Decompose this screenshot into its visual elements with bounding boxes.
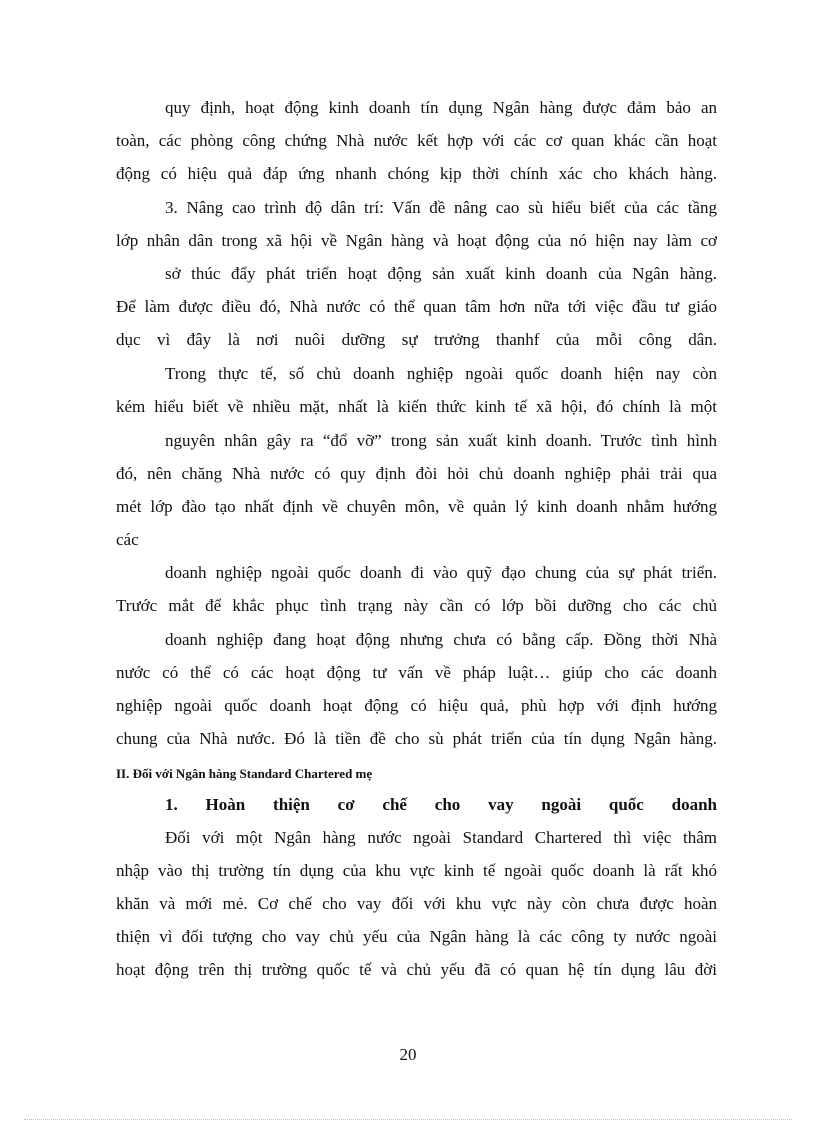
text-line: sở thúc đẩy phát triển hoạt động sản xuất kinh doanh của Ngân hàng. [165,264,717,283]
text-line: Trước mắt để khắc phục tình trạng này cần có lớp bồi dưỡng cho các chủ [116,596,717,615]
text-line: đó, nên chăng Nhà nước có quy định đòi hỏi chủ doanh nghiệp phải trải qua [116,464,717,483]
section-heading: II. Đối với Ngân hàng Standard Chartered mẹ [116,766,373,781]
text-line: quy định, hoạt động kinh doanh tín dụng Ngân hàng được đảm bảo an [165,98,717,117]
text-line: mét lớp đào tạo nhất định về chuyên môn, về quản lý kinh doanh nhằm hướng [116,497,717,516]
text-line: thiện vì đối tượng cho vay chủ yếu của Ngân hàng là các công ty nước ngoài [116,927,717,946]
text-line: Để làm được điều đó, Nhà nước có thể quan tâm hơn nữa tới việc đầu tư giáo [116,297,717,316]
text-line: doanh nghiệp ngoài quốc doanh đi vào quỹ đạo chung của sự phát triển. [165,563,717,582]
text-line: 3. Nâng cao trình độ dân trí: Vấn đề nâng cao sù hiểu biết của các tầng [165,198,717,217]
text-line: nghiệp ngoài quốc doanh hoạt động có hiệu quả, phù hợp với định hướng [116,696,717,715]
text-line: toàn, các phòng công chứng Nhà nước kết hợp với các cơ quan khác cần hoạt [116,131,717,150]
text-line: doanh nghiệp đang hoạt động nhưng chưa có bằng cấp. Đồng thời Nhà [165,630,717,649]
page-number: 20 [399,1045,417,1064]
text-line: nhập vào thị trường tín dụng của khu vực kinh tế ngoài quốc doanh là rất khó [116,861,717,880]
text-line: nước có thể có các hoạt động tư vấn về pháp luật… giúp cho các doanh [116,663,717,682]
text-line: khăn và mới mẻ. Cơ chế cho vay đối với khu vực này còn chưa được hoàn [116,894,717,913]
text-line: Đối với một Ngân hàng nước ngoài Standard Chartered thì việc thâm [165,828,717,847]
text-line: các [116,530,139,549]
subsection-heading: 1. Hoàn thiện cơ chế cho vay ngoài quốc doanh [165,795,717,814]
text-line: dục vì đây là nơi nuôi dưỡng sự trưởng thanhf của mỗi công dân. [116,330,717,349]
text-line: động có hiệu quả đáp ứng nhanh chóng kịp thời chính xác cho khách hàng. [116,164,717,183]
text-line: lớp nhân dân trong xã hội về Ngân hàng và hoạt động của nó hiện nay làm cơ [116,231,717,250]
text-line: kém hiểu biết về nhiều mặt, nhất là kiến thức kinh tế xã hội, đó chính là một [116,397,717,416]
text-line: nguyên nhân gây ra “đổ vỡ” trong sản xuất kinh doanh. Trước tình hình [165,431,717,450]
text-line: chung của Nhà nước. Đó là tiền đề cho sù phát triển của tín dụng Ngân hàng. [116,729,717,748]
page-bottom-divider [24,1119,792,1120]
text-line: Trong thực tế, số chủ doanh nghiệp ngoài quốc doanh hiện nay còn [165,364,717,383]
text-line: hoạt động trên thị trường quốc tế và chủ yếu đã có quan hệ tín dụng lâu đời [116,960,717,979]
